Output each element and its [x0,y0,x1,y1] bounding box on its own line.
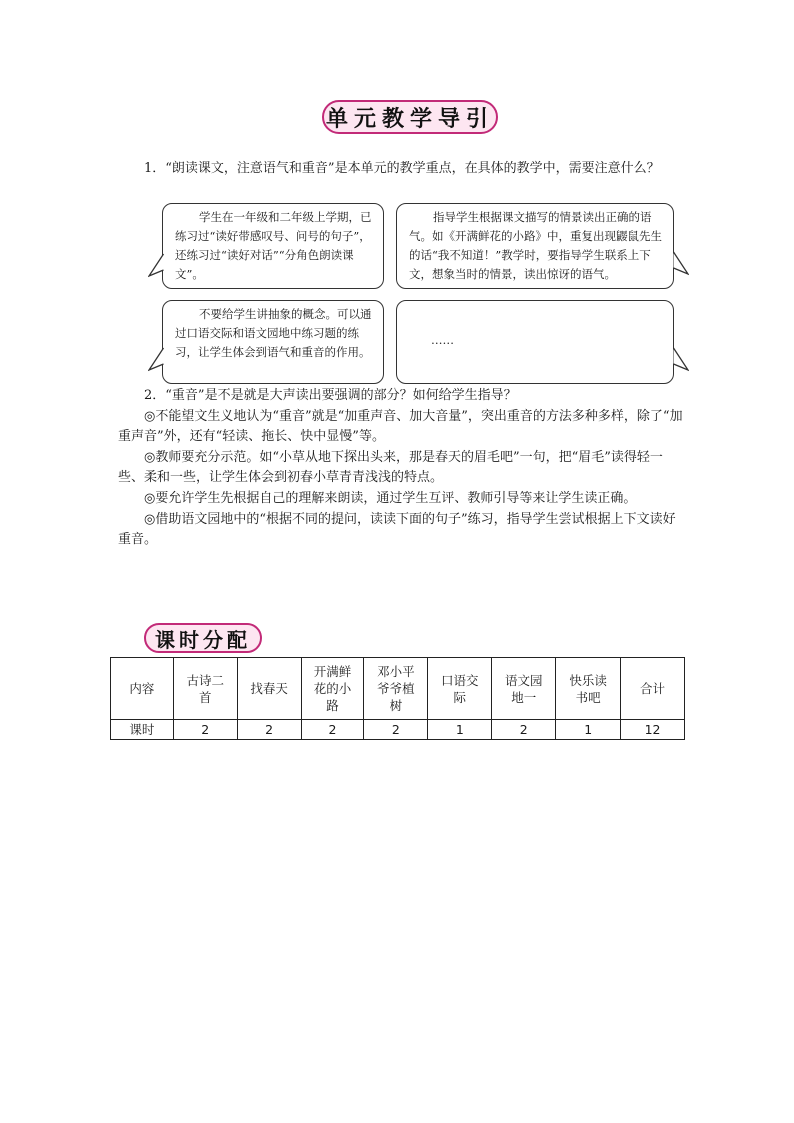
point-item: ◎借助语文园地中的“根据不同的提问，读读下面的句子”练习，指导学生尝试根据上下文读好重音。 [118,511,676,548]
question-1: 1．“朗读课文，注意语气和重音”是本单元的教学重点，在具体的教学中，需要注意什么？ [144,161,660,176]
table-cell: 课时 [111,720,174,740]
table-row [111,720,685,740]
table-cell: 2 [492,720,556,740]
speech-bubble-1 [162,203,384,289]
point-item: ◎教师要充分示范。如“小草从地下探出头来，那是春天的眉毛吧”一句，把“眉毛”读得轻一些、柔和一些，让学生体会到初春小草青青浅浅的特点。 [118,449,663,486]
point-item: ◎不能望文生义地认为“重音”就是“加重声音、加大音量”，突出重音的方法多种多样，除了“加重声音”外，还有“轻读、拖长、快中显慢”等。 [118,408,683,445]
cell-text: 开满鲜花的小路 [313,664,352,713]
table-cell: 12 [621,720,685,740]
table-header-cell [364,658,428,720]
table-cell: 2 [173,720,237,740]
page-title-banner [322,100,498,134]
table-cell: 2 [364,720,428,740]
table-cell: 2 [237,720,301,740]
table-cell: 1 [556,720,621,740]
table-header-cell [173,658,237,720]
cell-text: 古诗二首 [186,672,224,705]
question-2: 2．“重音”是不是就是大声读出要强调的部分？如何给学生指导？ [144,388,517,403]
cell-text: 语文园地一 [504,672,543,705]
cell-text: 口语交际 [441,672,479,705]
cell-text: 邓小平爷爷植树 [377,664,415,713]
section-title-banner [144,623,262,653]
bubble-text: 指导学生根据课文描写的情景读出正确的语气。如《开满鲜花的小路》中，重复出现鼹鼠先生的话“我不知道！”教学时，要指导学生联系上下文，想象当时的情景，读出惊讶的语气。 [409,210,662,281]
table-header-cell: 合计 [621,658,685,720]
bubble-text: …… [431,333,454,347]
bubble-tail-icon [148,252,166,278]
bubble-text: 不要给学生讲抽象的概念。可以通过口语交际和语文园地中练习题的练习，让学生体会到语气和重音的作用。 [175,307,372,359]
question-2-block [118,386,686,551]
bubble-tail-icon [671,250,689,276]
section-title: 课时分配 [155,627,251,652]
bubble-tail-icon [148,346,166,372]
table-header-cell [556,658,621,720]
schedule-table [110,657,685,740]
speech-bubble-3 [162,300,384,384]
table-header-row [111,658,685,720]
table-cell: 2 [301,720,364,740]
table-cell: 1 [428,720,492,740]
bubble-text: 学生在一年级和二年级上学期，已练习过“读好带感叹号、问号的句子”，还练习过“读好对话”“分角色朗读课文”。 [175,210,372,281]
speech-bubble-4 [396,300,674,384]
point-item: ◎要允许学生先根据自己的理解来朗读，通过学生互评、教师引导等来让学生读正确。 [144,490,637,506]
table-header-cell: 内容 [111,658,174,720]
speech-bubble-2 [396,203,674,289]
table-header-cell: 找春天 [237,658,301,720]
table-header-cell [492,658,556,720]
table-header-cell [301,658,364,720]
bubble-tail-icon [671,346,689,372]
cell-text: 快乐读书吧 [569,672,607,705]
page-title: 单元教学导引 [325,106,494,132]
table-header-cell [428,658,492,720]
